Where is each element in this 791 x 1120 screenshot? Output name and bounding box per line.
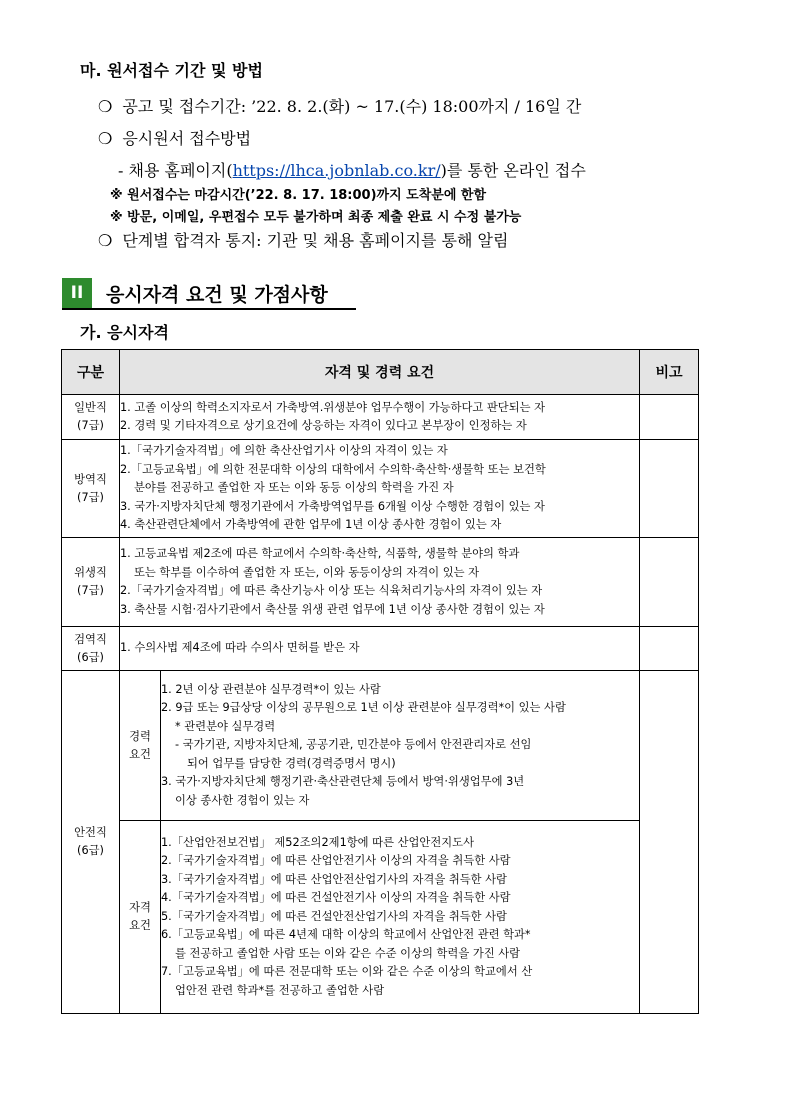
table-text-line: 4.「국가기술자격법」에 따른 건설안전기사 이상의 자격을 취득한 사람 bbox=[161, 891, 511, 905]
table-text-line: 되어 업무를 담당한 경력(경력증명서 명시) bbox=[187, 756, 396, 770]
remarks-cell bbox=[640, 627, 699, 671]
table-text-line: 2.「고등교육법」에 의한 전문대학 이상의 대학에서 수의학·축산학·생물학 또는 보건학 bbox=[120, 462, 546, 476]
header-category: 구분 bbox=[62, 350, 120, 395]
table-text-line: (7급) bbox=[77, 584, 104, 597]
table-row bbox=[62, 627, 699, 671]
online-suffix: )를 통한 온라인 접수 bbox=[440, 161, 586, 180]
table-text-line: 방역직 bbox=[74, 472, 107, 486]
bullet-circle-icon: ❍ bbox=[98, 231, 113, 250]
table-text-line: (6급) bbox=[77, 650, 104, 664]
header-requirements: 자격 및 경력 요건 bbox=[120, 350, 640, 395]
requirements-cell bbox=[120, 440, 640, 538]
note-no-offline: ※ 방문, 이메일, 우편접수 모두 불가하며 최종 제출 완료 시 수정 불가능 bbox=[110, 210, 522, 225]
table-row bbox=[62, 821, 699, 1014]
table-text-line: 1.「국가기술자격법」에 의한 축산산업기사 이상의 자격이 있는 자 bbox=[120, 444, 448, 458]
eligibility-table bbox=[61, 349, 699, 1014]
table-text-line: 5.「국가기술자격법」에 따른 건설안전산업기사의 자격을 취득한 사람 bbox=[161, 909, 507, 923]
remarks-cell bbox=[640, 395, 699, 440]
header-remarks: 비고 bbox=[640, 350, 699, 395]
table-text-line: 3. 국가·지방자치단체 행정기관에서 가축방역업무를 6개월 이상 수행한 경험이 있는 자 bbox=[120, 499, 545, 513]
remarks-cell bbox=[640, 440, 699, 538]
table-text-line: 위생직 bbox=[74, 566, 107, 579]
table-text-line: 이상 종사한 경험이 있는 자 bbox=[175, 793, 310, 807]
table-text-line: 3. 국가·지방자치단체 행정기관·축산관련단체 등에서 방역·위생업무에 3년 bbox=[161, 775, 525, 789]
note-deadline: ※ 원서접수는 마감시간(’22. 8. 17. 18:00)까지 도착분에 한함 bbox=[110, 188, 487, 203]
category-cell bbox=[62, 671, 120, 1014]
table-text-line: 경력 bbox=[129, 729, 151, 743]
notification-text: 단계별 합격자 통지: 기관 및 채용 홈페이지를 통해 알림 bbox=[122, 231, 509, 250]
section-heading-application: 마. 원서접수 기간 및 방법 bbox=[80, 61, 263, 80]
table-text-line: 2. 경력 및 기타자격으로 상기요건에 상응하는 자격이 있다고 본부장이 인정하는 자 bbox=[120, 419, 527, 432]
table-row bbox=[62, 671, 699, 821]
table-text-line: 일반직 bbox=[74, 401, 107, 414]
section-2-header bbox=[62, 278, 356, 310]
requirements-cell bbox=[120, 538, 640, 627]
table-text-line: (6급) bbox=[77, 844, 104, 857]
table-text-line: 6.「고등교육법」에 따른 4년제 대학 이상의 학교에서 산업안전 관련 학과* bbox=[161, 928, 531, 942]
table-text-line: 업안전 관련 학과*를 전공하고 졸업한 사람 bbox=[175, 983, 385, 997]
table-text-line: * 관련분야 실무경력 bbox=[175, 719, 276, 733]
recruit-homepage-link[interactable]: https://lhca.jobnlab.co.kr/ bbox=[232, 161, 441, 180]
table-text-line: 3. 축산물 시험·검사기관에서 축산물 위생 관련 업무에 1년 이상 종사한 경험이 있는 자 bbox=[120, 602, 545, 616]
table-text-line: 를 전공하고 졸업한 사람 또는 이와 같은 수준 이상의 학력을 가진 사람 bbox=[175, 946, 521, 960]
table-text-line: 요건 bbox=[129, 919, 151, 932]
remarks-cell bbox=[640, 538, 699, 627]
application-period-line bbox=[98, 94, 581, 117]
application-method-text: 응시원서 접수방법 bbox=[122, 129, 252, 148]
table-row bbox=[62, 395, 699, 440]
table-text-line: 분야를 전공하고 졸업한 자 또는 이와 동등 이상의 학력을 가진 자 bbox=[134, 481, 454, 495]
table-row bbox=[62, 538, 699, 627]
section-title: 응시자격 요건 및 가점사항 bbox=[106, 284, 328, 306]
subcategory-cell bbox=[120, 821, 161, 1014]
table-text-line: 2.「국가기술자격법」에 따른 산업안전기사 이상의 자격을 취득한 사람 bbox=[161, 854, 511, 868]
table-text-line: 2.「국가기술자격법」에 따른 축산기능사 이상 또는 식육처리기능사의 자격이 있는 자 bbox=[120, 584, 543, 597]
table-text-line: 요건 bbox=[129, 747, 151, 761]
subcategory-cell bbox=[120, 671, 161, 821]
table-text-line: 1. 수의사법 제4조에 따라 수의사 면허를 받은 자 bbox=[120, 641, 360, 655]
table-text-line: 1. 2년 이상 관련분야 실무경력*이 있는 사람 bbox=[161, 682, 381, 696]
table-text-line: 또는 학부를 이수하여 졸업한 자 또는, 이와 동등이상의 자격이 있는 자 bbox=[134, 565, 480, 579]
table-text-line: 1. 고졸 이상의 학력소지자로서 가축방역.위생분야 업무수행이 가능하다고 판단되는 자 bbox=[120, 400, 546, 414]
bullet-circle-icon: ❍ bbox=[98, 129, 113, 148]
table-text-line: (7급) bbox=[77, 419, 104, 432]
table-text-line: 7.「고등교육법」에 따른 전문대학 또는 이와 같은 수준 이상의 학교에서 산 bbox=[161, 965, 533, 979]
table-text-line: - 국가기관, 지방자치단체, 공공기관, 민간분야 등에서 안전관리자로 선임 bbox=[175, 738, 532, 752]
section-number-badge: II bbox=[62, 278, 92, 308]
application-method-line bbox=[98, 126, 251, 149]
online-prefix: - 채용 홈페이지( bbox=[118, 161, 233, 180]
table-text-line: 검역직 bbox=[74, 632, 107, 646]
table-text-line: 2. 9급 또는 9급상당 이상의 공무원으로 1년 이상 관련분야 실무경력*이 있는 사람 bbox=[161, 701, 566, 715]
category-cell bbox=[62, 395, 120, 440]
requirements-cell bbox=[120, 627, 640, 671]
table-text-line: (7급) bbox=[77, 490, 104, 504]
table-header-row bbox=[62, 350, 699, 395]
table-text-line: 안전직 bbox=[74, 826, 107, 839]
table-text-line: 3.「국가기술자격법」에 따른 산업안전산업기사의 자격을 취득한 사람 bbox=[161, 872, 507, 886]
requirements-cell bbox=[161, 821, 640, 1014]
section-heading-eligibility: 가. 응시자격 bbox=[80, 323, 169, 342]
bullet-circle-icon: ❍ bbox=[98, 97, 113, 116]
requirements-cell bbox=[161, 671, 640, 821]
table-text-line: 1.「산업안전보건법」 제52조의2제1항에 따른 산업안전지도사 bbox=[161, 835, 474, 849]
category-cell bbox=[62, 627, 120, 671]
table-text-line: 1. 고등교육법 제2조에 따른 학교에서 수의학·축산학, 식품학, 생물학 분야의 학과 bbox=[120, 547, 520, 560]
category-cell bbox=[62, 440, 120, 538]
application-period-text: 공고 및 접수기간: ’22. 8. 2.(화) ~ 17.(수) 18:00까지 / 16일 간 bbox=[122, 97, 582, 116]
table-text-line: 4. 축산관련단체에서 가축방역에 관한 업무에 1년 이상 종사한 경험이 있는 자 bbox=[120, 518, 502, 532]
table-text-line: 자격 bbox=[129, 901, 151, 914]
category-cell bbox=[62, 538, 120, 627]
remarks-cell bbox=[640, 671, 699, 1014]
online-application-line bbox=[118, 158, 586, 181]
requirements-cell bbox=[120, 395, 640, 440]
notification-line bbox=[98, 228, 508, 251]
table-row bbox=[62, 440, 699, 538]
